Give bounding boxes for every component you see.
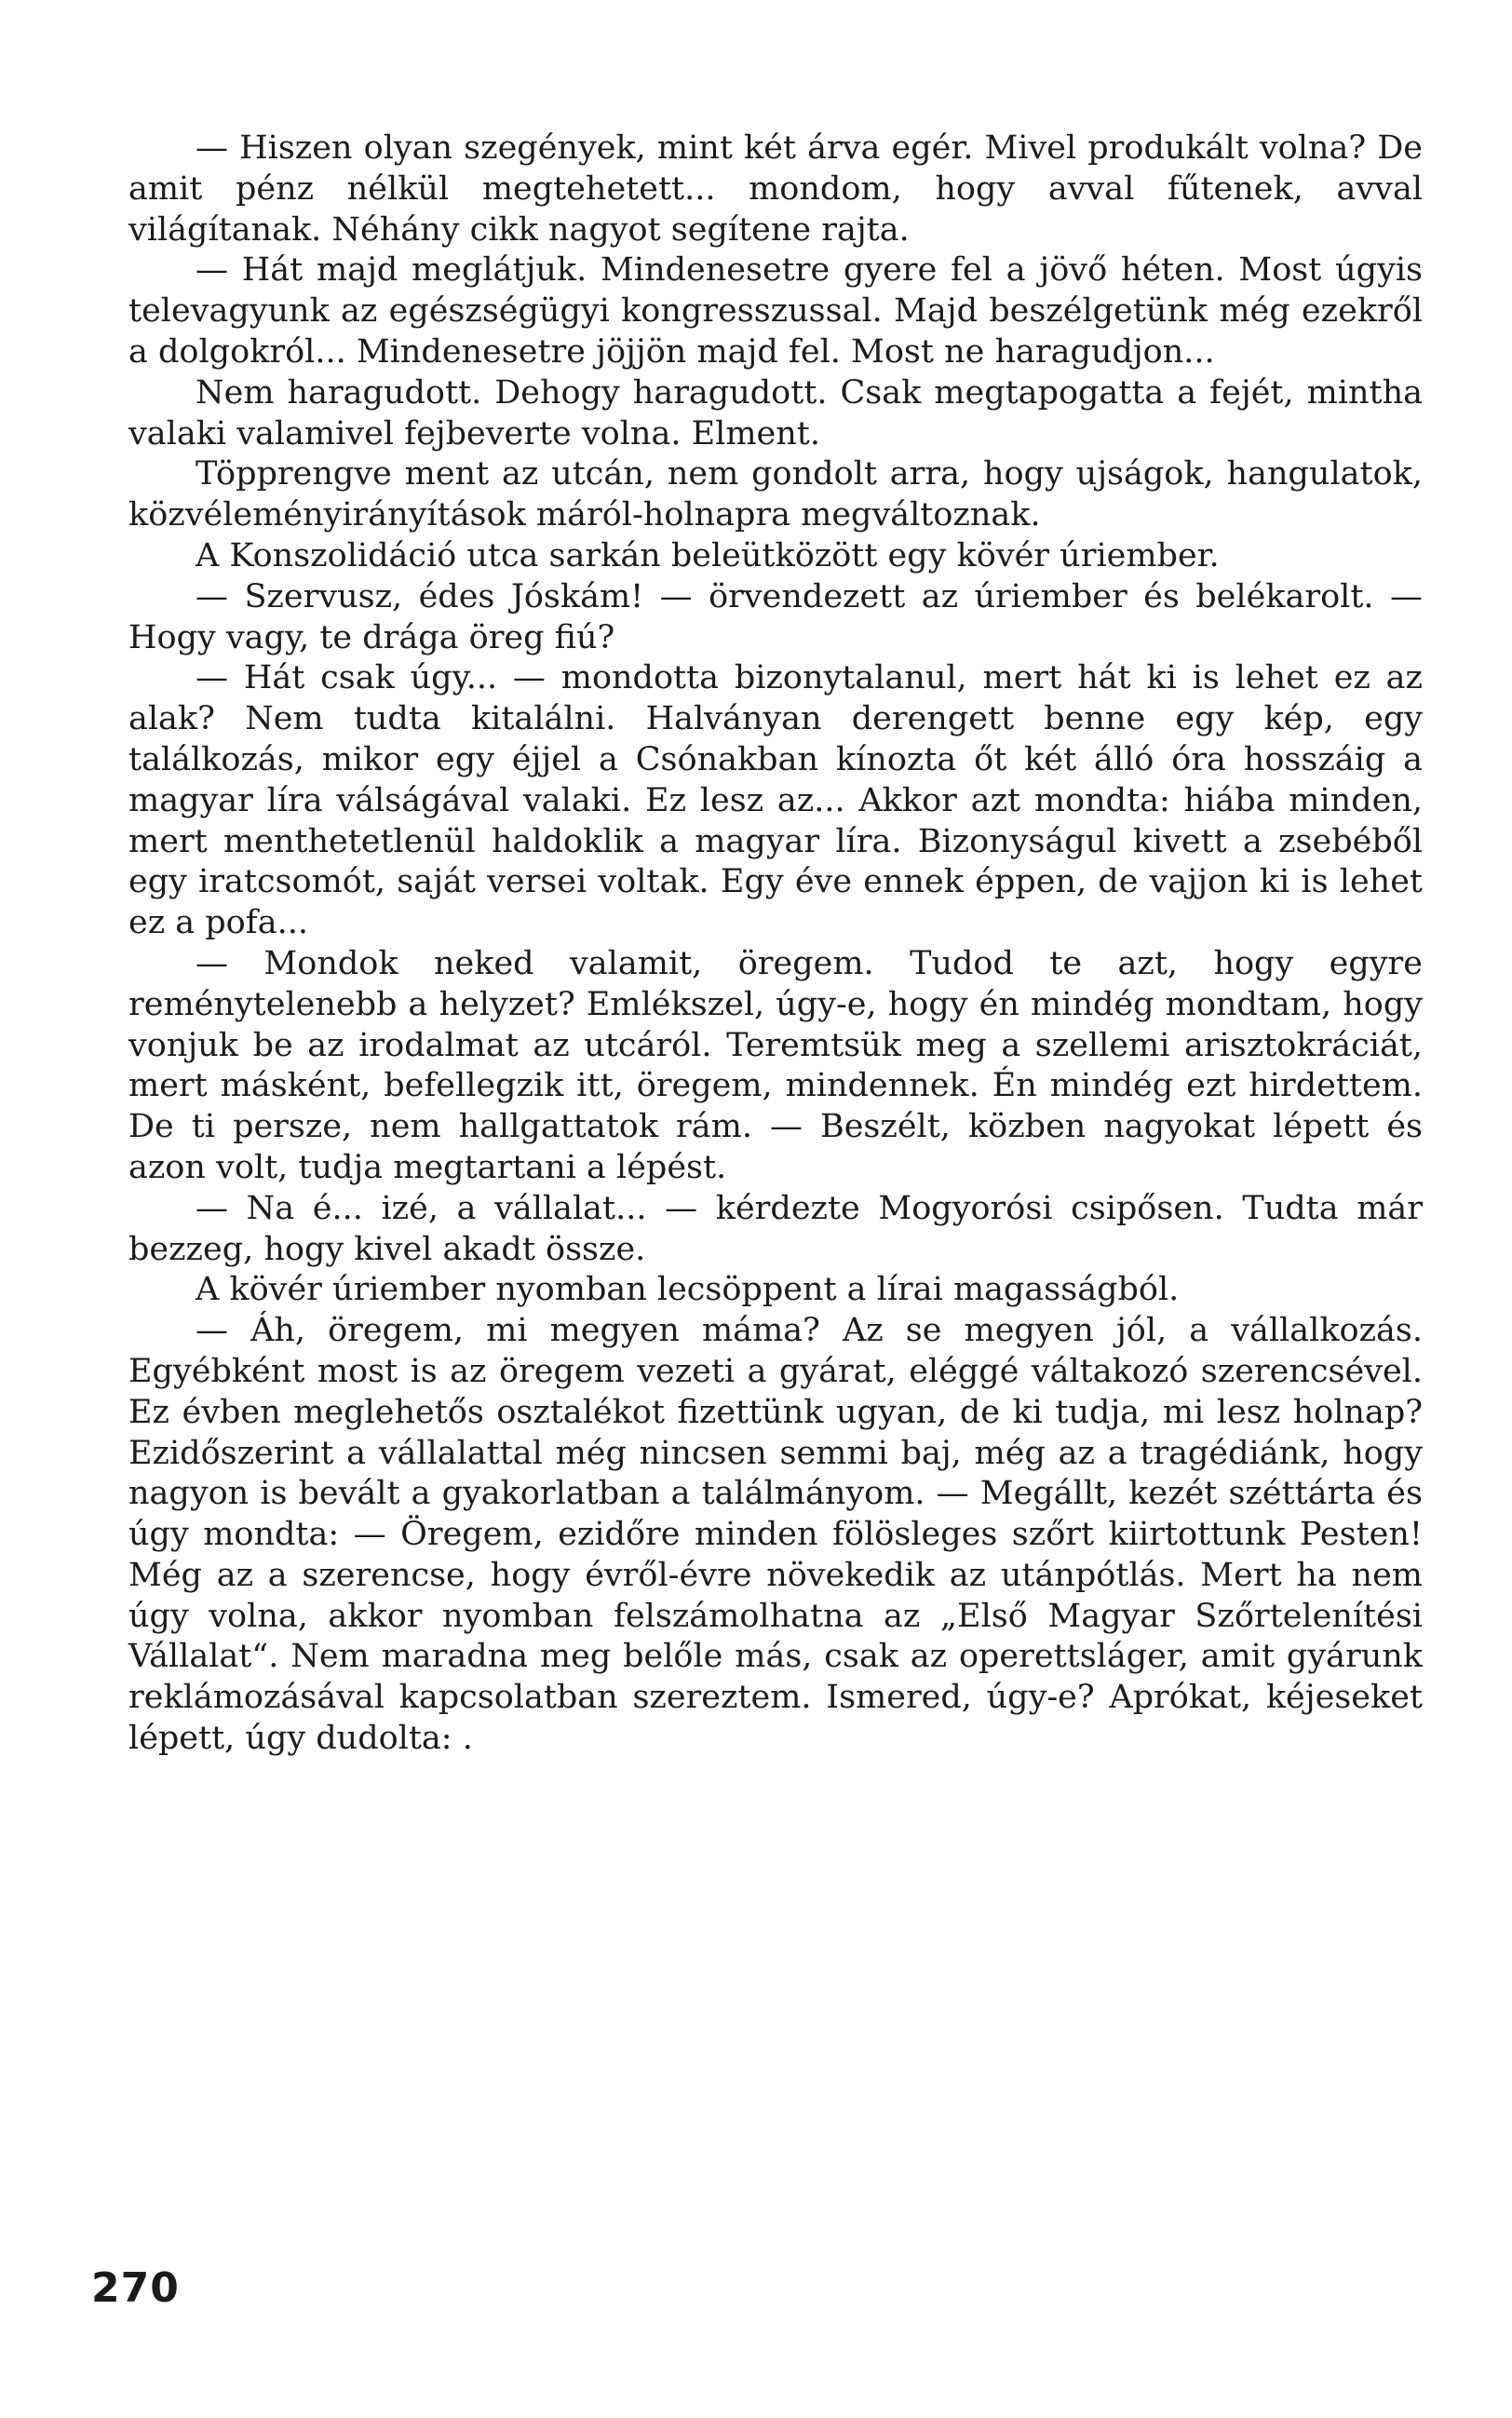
paragraph: — Hát majd meglátjuk. Mindenesetre gyere fel a jövő héten. Most úgyis televagyunk az egészségügyi kongresszussal. Majd beszélgetünk még ezekről a dolgokról... Mindenesetre jöjjön majd fel. Most ne haragudjon... — [128, 251, 1423, 371]
page-number: 270 — [91, 2264, 180, 2312]
paragraph: A kövér úriember nyomban lecsöppent a lírai magasságból. — [196, 1271, 1180, 1309]
paragraph: — Áh, öregem, mi megyen máma? Az se megyen jól, a vállalkozás. Egyébként most is az öregem vezeti a gyárat, eléggé váltakozó szerencsével. Ez évben meglehetős osztalékot fizettünk ugyan, de ki tudja, mi lesz holnap? Ezidőszerint a vállalattal még nincsen semmi baj, még az a tragédiánk, hogy nagyon is bevált a gyakorlatban a találmányom. — Megállt, kezét széttárta és úgy mondta: — Öregem, ezidőre minden fölösleges szőrt kiirtottunk Pesten! Még az a szerencse, hogy évről-évre növekedik az utánpótlás. Mert ha nem úgy volna, akkor nyomban felszámolhatna az „Első Magyar Szőrtelenítési Vállalat“. Nem maradna meg belőle más, csak az operettsláger, amit gyárunk reklámozásával kapcsolatban szereztem. Ismered, úgy-e? Aprókat, kéjeseket lépett, úgy dudolta: . — [128, 1312, 1423, 1758]
body-text — [128, 128, 1423, 1760]
paragraph: — Na é... izé, a vállalat... — kérdezte Mogyorósi csipősen. Tudta már bezzeg, hogy kivel akadt össze. — [128, 1189, 1423, 1268]
paragraph: — Hát csak úgy... — mondotta bizonytalanul, mert hát ki is lehet ez az alak? Nem tudta kitalálni. Halványan derengett benne egy kép, egy találkozás, mikor egy éjjel a Csónakban kínozta őt két álló óra hosszáig a magyar líra válságával valaki. Ez lesz az... Akkor azt mondta: hiába minden, mert menthetetlenül haldoklik a magyar líra. Bizonyságul kivett a zsebéből egy iratcsomót, saját versei voltak. Egy éve ennek éppen, de vajjon ki is lehet ez a pofa... — [128, 659, 1423, 942]
paragraph: — Mondok neked valamit, öregem. Tudod te azt, hogy egyre reménytelenebb a helyzet? Emlékszel, úgy-e, hogy én mindég mondtam, hogy vonjuk be az irodalmat az utcáról. Teremtsük meg a szellemi arisztokráciát, mert másként, befellegzik itt, öregem, mindennek. Én mindég ezt hirdettem. De ti persze, nem hallgattatok rám. — Beszélt, közben nagyokat lépett és azon volt, tudja megtartani a lépést. — [128, 944, 1423, 1186]
paragraph: Töpprengve ment az utcán, nem gondolt arra, hogy ujságok, hangulatok, közvéleményirányítások máról-holnapra megváltoznak. — [128, 455, 1423, 534]
paragraph: — Hiszen olyan szegények, mint két árva egér. Mivel produkált volna? De amit pénz nélkül megtehetett... mondom, hogy avval fűtenek, avval világítanak. Néhány cikk nagyot segítene rajta. — [128, 129, 1423, 249]
paragraph: — Szervusz, édes Jóskám! — örvendezett az úriember és belékarolt. — Hogy vagy, te drága öreg fiú? — [128, 577, 1423, 656]
paragraph: A Konszolidáció utca sarkán beleütközött egy kövér úriember. — [196, 536, 1220, 574]
paragraph: Nem haragudott. Dehogy haragudott. Csak megtapogatta a fejét, mintha valaki valamivel fejbeverte volna. Elment. — [128, 373, 1423, 453]
